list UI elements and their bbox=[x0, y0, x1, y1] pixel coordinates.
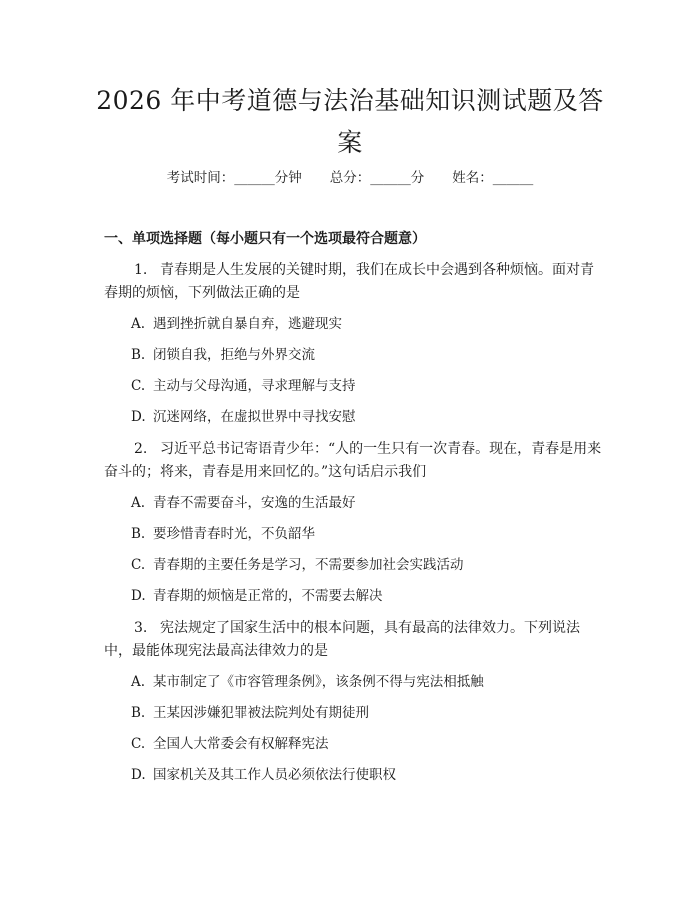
option-text: 主动与父母沟通，寻求理解与支持 bbox=[153, 378, 356, 394]
option-letter: D. bbox=[131, 409, 146, 425]
question-2-option-c bbox=[131, 555, 601, 575]
option-letter: C. bbox=[131, 378, 146, 394]
question-3-stem bbox=[104, 617, 602, 663]
question-3-option-a bbox=[131, 672, 601, 692]
exam-info-line bbox=[0, 168, 700, 188]
question-1-stem bbox=[104, 259, 602, 305]
question-1-option-a bbox=[131, 314, 601, 334]
question-1-option-c bbox=[131, 376, 601, 396]
question-1-option-b bbox=[131, 345, 601, 365]
option-letter: B. bbox=[131, 347, 146, 363]
option-letter: A. bbox=[131, 495, 146, 511]
question-text: 宪法规定了国家生活中的根本问题，具有最高的法律效力。下列说法中，最能体现宪法最高法律效力的是 bbox=[104, 620, 580, 659]
question-text: 习近平总书记寄语青少年：“人的一生只有一次青春。现在，青春是用来奋斗的；将来，青春是用来回忆的。”这句话启示我们 bbox=[104, 441, 602, 480]
question-2-option-d bbox=[131, 586, 601, 606]
option-letter: C. bbox=[131, 557, 146, 573]
question-number: 2. bbox=[134, 441, 148, 457]
question-number: 3. bbox=[134, 620, 148, 636]
option-text: 国家机关及其工作人员必须依法行使职权 bbox=[153, 767, 396, 783]
section-heading: 一、单项选择题（每小题只有一个选项最符合题意） bbox=[104, 231, 426, 247]
document-title: 2026 年中考道德与法治基础知识测试题及答案 bbox=[96, 86, 604, 157]
option-letter: D. bbox=[131, 767, 146, 783]
option-letter: B. bbox=[131, 705, 146, 721]
exam-time-label: 考试时间：______分钟 bbox=[166, 170, 302, 186]
question-2-option-b bbox=[131, 524, 601, 544]
option-letter: A. bbox=[131, 316, 146, 332]
option-letter: C. bbox=[131, 736, 146, 752]
question-1-option-d bbox=[131, 407, 601, 427]
option-text: 遇到挫折就自暴自弃，逃避现实 bbox=[153, 316, 342, 332]
option-text: 青春期的烦恼是正常的，不需要去解决 bbox=[153, 588, 383, 604]
exam-score-label: 总分：______分 bbox=[329, 170, 425, 186]
question-3-option-c bbox=[131, 734, 601, 754]
question-text: 青春期是人生发展的关键时期，我们在成长中会遇到各种烦恼。面对青春期的烦恼，下列做法正确的是 bbox=[104, 262, 594, 301]
exam-name-label: 姓名：______ bbox=[452, 170, 534, 186]
option-text: 青春期的主要任务是学习，不需要参加社会实践活动 bbox=[153, 557, 464, 573]
option-text: 王某因涉嫌犯罪被法院判处有期徒刑 bbox=[153, 705, 369, 721]
option-text: 青春不需要奋斗，安逸的生活最好 bbox=[153, 495, 356, 511]
option-text: 全国人大常委会有权解释宪法 bbox=[153, 736, 329, 752]
option-letter: D. bbox=[131, 588, 146, 604]
question-2-option-a bbox=[131, 493, 601, 513]
option-text: 沉迷网络，在虚拟世界中寻找安慰 bbox=[153, 409, 356, 425]
option-letter: A. bbox=[131, 674, 146, 690]
option-text: 某市制定了《市容管理条例》，该条例不得与宪法相抵触 bbox=[153, 674, 484, 690]
question-3-option-d bbox=[131, 765, 601, 785]
option-text: 要珍惜青春时光，不负韶华 bbox=[153, 526, 315, 542]
question-number: 1. bbox=[134, 262, 148, 278]
option-letter: B. bbox=[131, 526, 146, 542]
option-text: 闭锁自我，拒绝与外界交流 bbox=[153, 347, 315, 363]
question-3-option-b bbox=[131, 703, 601, 723]
question-2-stem bbox=[104, 438, 602, 484]
